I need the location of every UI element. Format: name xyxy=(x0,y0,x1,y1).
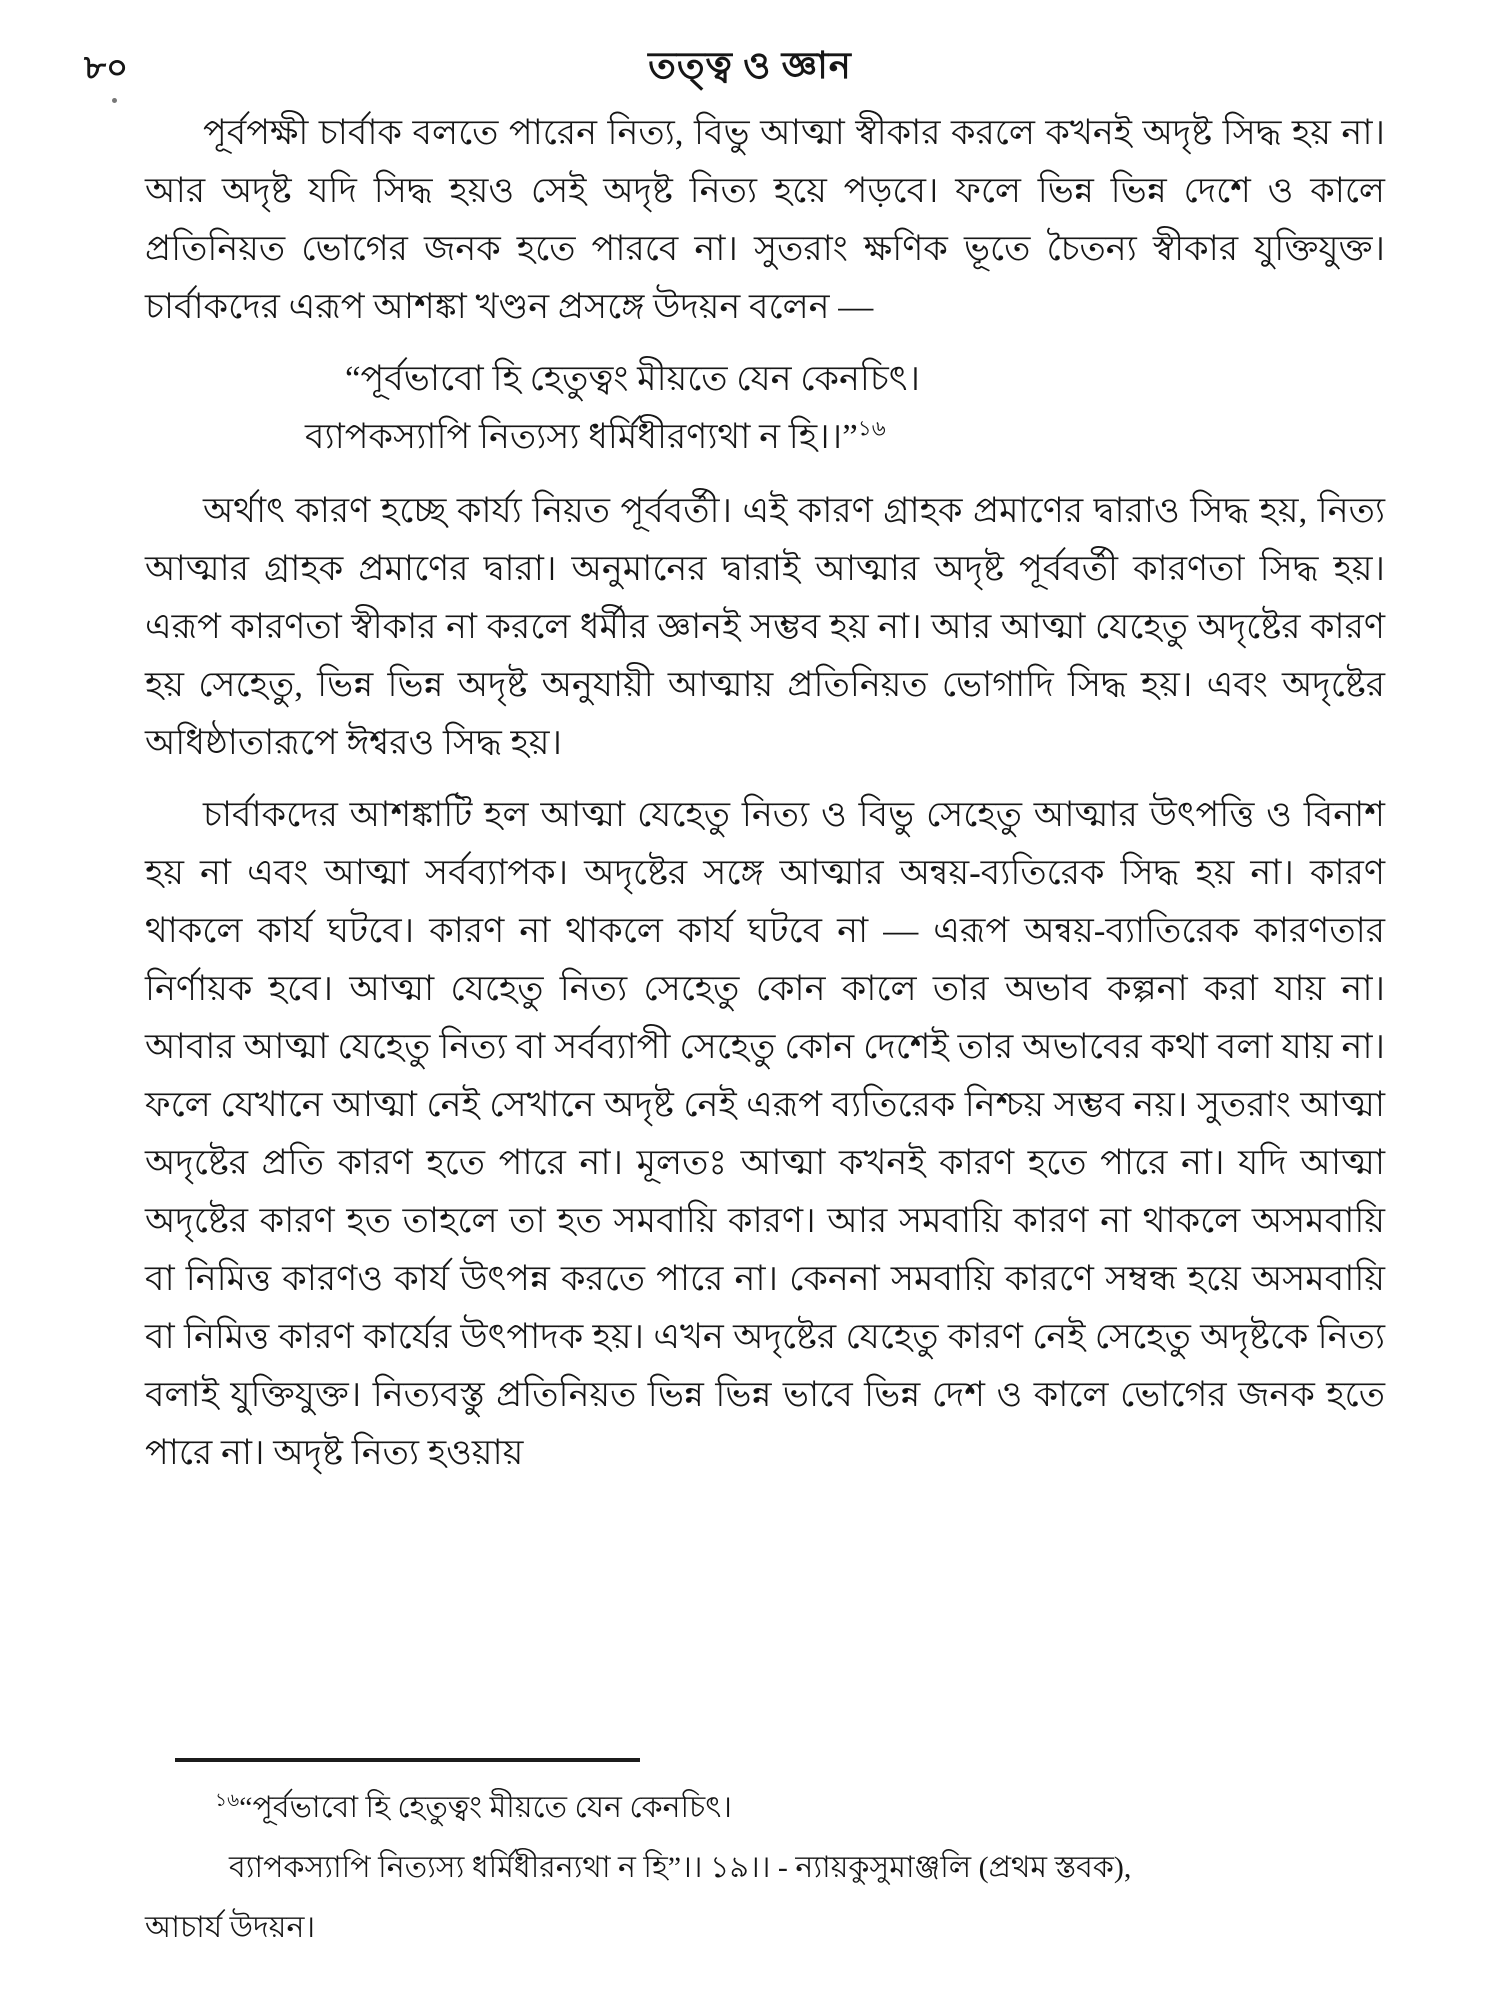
footnote-line-1 xyxy=(145,1778,1385,1838)
verse-line-2-text: ব্যাপকস্যাপি নিত্যস্য ধর্মিধীরণ্যথা ন হি।।” xyxy=(305,417,858,456)
page-number: ৮০ xyxy=(84,50,129,87)
footnote-block xyxy=(145,1778,1385,1958)
page-header xyxy=(0,36,1500,96)
footnote-separator-rule xyxy=(175,1758,640,1762)
paragraph-1: পূর্বপক্ষী চার্বাক বলতে পারেন নিত্য, বিভু আত্মা স্বীকার করলে কখনই অদৃষ্ট সিদ্ধ হয় না। আর অদৃষ্ট যদি সিদ্ধ হয়ও সেই অদৃষ্ট নিত্য হয়ে পড়বে। ফলে ভিন্ন ভিন্ন দেশে ও কালে প্রতিনিয়ত ভোগের জনক হতে পারবে না। সুতরাং ক্ষণিক ভূতে চৈতন্য স্বীকার যুক্তিযুক্ত। চার্বাকদের এরূপ আশঙ্কা খণ্ডন প্রসঙ্গে উদয়ন বলেন — xyxy=(145,113,1385,326)
sanskrit-verse-quote xyxy=(145,350,1385,466)
scan-speck-artifact xyxy=(112,98,117,103)
footnote-line-2: ব্যাপকস্যাপি নিত্যস্য ধর্মিধীরন্যথা ন হি”।। ১৯।। - ন্যায়কুসুমাঞ্জলি (প্রথম স্তবক), xyxy=(229,1851,1132,1884)
footnote-line-1-text: “পূর্বভাবো হি হেতুত্বং মীয়তে যেন কেনচিৎ। xyxy=(239,1791,733,1824)
body-text-column xyxy=(145,104,1385,1482)
footnote-reference-superscript: ১৬ xyxy=(857,416,886,441)
paragraph-3: চার্বাকদের আশঙ্কাটি হল আত্মা যেহেতু নিত্য ও বিভু সেহেতু আত্মার উৎপত্তি ও বিনাশ হয় না এবং আত্মা সর্বব্যাপক। অদৃষ্টের সঙ্গে আত্মার অন্বয়-ব্যতিরেক সিদ্ধ হয় না। কারণ থাকলে কার্য ঘটবে। কারণ না থাকলে কার্য ঘটবে না — এরূপ অন্বয়-ব্যাতিরেক কারণতার নির্ণায়ক হবে। আত্মা যেহেতু নিত্য সেহেতু কোন কালে তার অভাব কল্পনা করা যায় না। আবার আত্মা যেহেতু নিত্য বা সর্বব্যাপী সেহেতু কোন দেশেই তার অভাবের কথা বলা যায় না। ফলে যেখানে আত্মা নেই সেখানে অদৃষ্ট নেই এরূপ ব্যতিরেক নিশ্চয় সম্ভব নয়। সুতরাং আত্মা অদৃষ্টের প্রতি কারণ হতে পারে না। মূলতঃ আত্মা কখনই কারণ হতে পারে না। যদি আত্মা অদৃষ্টের কারণ হত তাহলে তা হত সমবায়ি কারণ। আর সমবায়ি কারণ না থাকলে অসমবায়ি বা নিমিত্ত কারণও কার্য উৎপন্ন করতে পারে না। কেননা সমবায়ি কারণে সম্বন্ধ হয়ে অসমবায়ি বা নিমিত্ত কারণ কার্যের উৎপাদক হয়। এখন অদৃষ্টের যেহেতু কারণ নেই সেহেতু অদৃষ্টকে নিত্য বলাই যুক্তিযুক্ত। নিত্যবস্তু প্রতিনিয়ত ভিন্ন ভিন্ন ভাবে ভিন্ন দেশ ও কালে ভোগের জনক হতে পারে না। অদৃষ্ট নিত্য হওয়ায় xyxy=(145,795,1385,1472)
paragraph-2: অর্থাৎ কারণ হচ্ছে কার্য্য নিয়ত পূর্ববর্তী। এই কারণ গ্রাহক প্রমাণের দ্বারাও সিদ্ধ হয়, নিত্য আত্মার গ্রাহক প্রমাণের দ্বারা। অনুমানের দ্বারাই আত্মার অদৃষ্ট পূর্ববর্তী কারণতা সিদ্ধ হয়। এরূপ কারণতা স্বীকার না করলে ধর্মীর জ্ঞানই সম্ভব হয় না। আর আত্মা যেহেতু অদৃষ্টের কারণ হয় সেহেতু, ভিন্ন ভিন্ন অদৃষ্ট অনুযায়ী আত্মায় প্রতিনিয়ত ভোগাদি সিদ্ধ হয়। এবং অদৃষ্টের অধিষ্ঠাতারূপে ঈশ্বরও সিদ্ধ হয়। xyxy=(145,491,1385,762)
verse-line-1: “পূর্বভাবো হি হেতুত্বং মীয়তে যেন কেনচিৎ। xyxy=(345,359,920,398)
running-head-title: তত্ত্ব ও জ্ঞান xyxy=(648,46,852,87)
footnote-line-3: আচার্য উদয়ন। xyxy=(145,1911,316,1944)
footnote-marker: ১৬ xyxy=(215,1790,240,1811)
verse-line-2 xyxy=(145,408,1385,466)
